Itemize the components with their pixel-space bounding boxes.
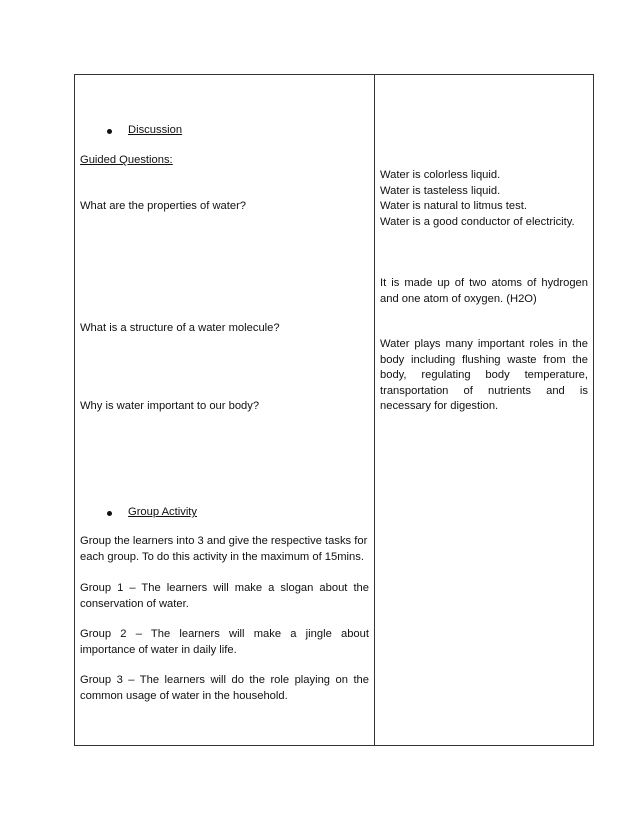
group-activity-heading: Group Activity: [128, 506, 198, 518]
answer-line: Water is natural to litmus test.: [380, 200, 527, 212]
question-importance: Why is water important to our body?: [80, 400, 260, 412]
question-structure: What is a structure of a water molecule?: [80, 322, 280, 334]
group-3-task: Group 3 – The learners will do the role playing on the common usage of water in the household.: [80, 674, 369, 702]
group-2-task: Group 2 – The learners will make a jingle about importance of water in daily life.: [80, 628, 369, 656]
answer-line: Water is colorless liquid.: [380, 169, 501, 181]
discussion-heading: Discussion: [128, 124, 183, 136]
lesson-table: [74, 74, 594, 746]
column-divider: [374, 75, 375, 745]
question-properties: What are the properties of water?: [80, 200, 247, 212]
answer-line: Water is a good conductor of electricity.: [380, 215, 575, 228]
answer-structure: It is made up of two atoms of hydrogen and one atom of oxygen. (H2O): [380, 277, 588, 305]
bullet-icon: [107, 129, 112, 134]
activity-instructions: Group the learners into 3 and give the respective tasks for each group. To do this activity in the maximum of 15mins.: [80, 535, 368, 563]
guided-questions-label: Guided Questions:: [80, 154, 173, 166]
bullet-icon: [107, 511, 112, 516]
answer-line: Water is tasteless liquid.: [380, 184, 501, 197]
group-1-task: Group 1 – The learners will make a slogan about the conservation of water.: [80, 582, 369, 610]
answer-importance: Water plays many important roles in the body including flushing waste from the body, regulating body temperature, transportation of nutrients and is necessary for digestion.: [380, 338, 588, 412]
answer-properties: [380, 168, 588, 230]
